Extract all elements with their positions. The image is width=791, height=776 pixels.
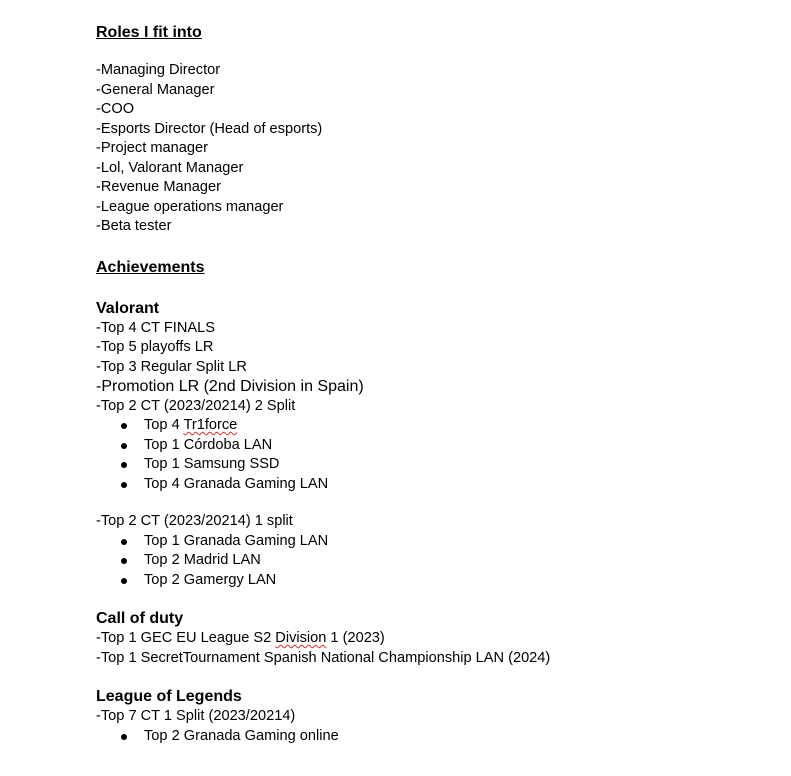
list-item: Top 2 Granada Gaming online (96, 727, 776, 747)
lol-list (96, 727, 776, 747)
list-item: Top 4 Granada Gaming LAN (96, 475, 776, 495)
spellcheck-word[interactable]: Division (275, 630, 327, 646)
bullet-icon (121, 443, 127, 449)
role-item: -Revenue Manager (96, 179, 221, 195)
list-item: Top 2 Madrid LAN (96, 551, 776, 571)
valorant-line: -Top 4 CT FINALS (96, 319, 215, 336)
valorant-split2-list (96, 416, 776, 494)
role-item: -League operations manager (96, 198, 284, 215)
cod-heading: Call of duty (96, 610, 184, 627)
role-item: -Lol, Valorant Manager (96, 159, 244, 176)
list-item: Top 2 Gamergy LAN (96, 571, 776, 591)
role-item: -Project manager (96, 140, 208, 156)
lol-line: -Top 7 CT 1 Split (2023/20214) (96, 708, 296, 724)
valorant-line: -Promotion LR (2nd Division in Spain) (96, 378, 364, 395)
role-item: -Beta tester (96, 218, 172, 234)
valorant-line: -Top 5 playoffs LR (96, 339, 214, 355)
valorant-split1-line: -Top 2 CT (2023/20214) 1 split (96, 513, 293, 529)
valorant-line: -Top 2 CT (2023/20214) 2 Split (96, 397, 296, 414)
lol-heading: League of Legends (96, 688, 242, 705)
valorant-line: -Top 3 Regular Split LR (96, 358, 247, 375)
cod-line: -Top 1 SecretTournament Spanish National Championship LAN (2024) (96, 649, 551, 666)
role-item: -Esports Director (Head of esports) (96, 120, 323, 137)
valorant-split1-list (96, 532, 776, 591)
cod-line: -Top 1 GEC EU League S2 Division 1 (2023) (96, 630, 385, 646)
list-item: Top 1 Córdoba LAN (96, 436, 776, 456)
role-item: -General Manager (96, 81, 215, 98)
achievements-title: Achievements (96, 258, 205, 276)
bullet-icon (121, 734, 127, 740)
valorant-heading: Valorant (96, 299, 160, 317)
bullet-icon (121, 558, 127, 564)
bullet-icon (121, 423, 127, 429)
spellcheck-word[interactable]: Tr1force (183, 417, 238, 433)
bullet-icon (121, 539, 127, 545)
bullet-icon (121, 578, 127, 584)
roles-title: Roles I fit into (96, 24, 202, 41)
list-item: Top 4 Tr1force (96, 416, 776, 436)
document-body (96, 22, 776, 746)
list-item: Top 1 Samsung SSD (96, 455, 776, 475)
list-item: Top 1 Granada Gaming LAN (96, 532, 776, 552)
role-item: -COO (96, 101, 135, 117)
role-item: -Managing Director (96, 62, 221, 78)
bullet-icon (121, 482, 127, 488)
bullet-icon (121, 462, 127, 468)
